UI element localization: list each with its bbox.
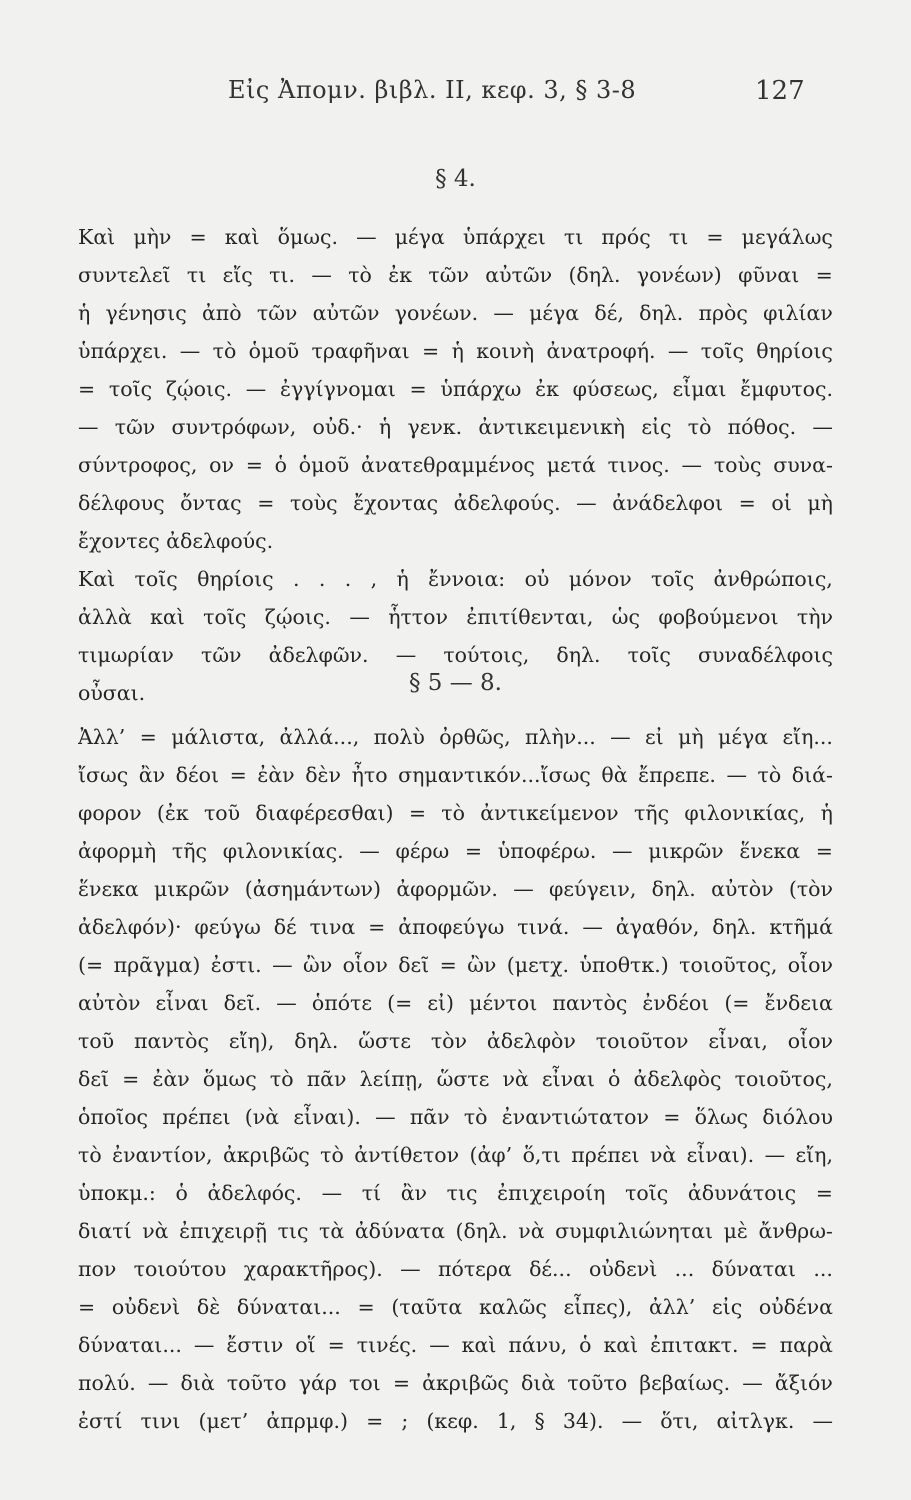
text-line: φορον (ἐκ τοῦ διαφέρεσθαι) = τὸ ἀντικείμενον τῆς φιλονικίας, ἡ [78, 801, 833, 825]
text-line: τοῦ παντὸς εἴη), δηλ. ὥστε τὸν ἀδελφὸν τοιοῦτον εἶναι, οἷον [78, 1029, 833, 1053]
text-line: Καὶ τοῖς θηρίοις . . . , ἡ ἔννοια: οὐ μόνον τοῖς ἀνθρώποις, [78, 567, 833, 591]
text-line: ὁποῖος πρέπει (νὰ εἶναι). — πᾶν τὸ ἐναντιώτατον = ὅλως διόλου [78, 1105, 833, 1129]
text-line: — τῶν συντρόφων, οὐδ.· ἡ γενκ. ἀντικειμενικὴ εἰς τὸ πόθος. — [78, 415, 833, 439]
section-heading-4: § 4. [435, 166, 476, 192]
section-5-8-body [78, 718, 833, 1440]
text-line: ἐστί τινι (μετ’ ἀπρμφ.) = ; (κεφ. 1, § 34). — ὅτι, αἰτλγκ. — [78, 1409, 833, 1433]
text-line: συντελεῖ τι εἴς τι. — τὸ ἐκ τῶν αὐτῶν (δηλ. γονέων) φῦναι = [78, 263, 833, 287]
text-line: Καὶ μὴν = καὶ ὅμως. — μέγα ὑπάρχει τι πρός τι = μεγάλως [78, 225, 833, 249]
running-head [0, 76, 911, 116]
text-line: δεῖ = ἐὰν ὅμως τὸ πᾶν λείπῃ, ὥστε νὰ εἶναι ὁ ἀδελφὸς τοιοῦτος, [78, 1067, 833, 1091]
text-line: τιμωρίαν τῶν ἀδελφῶν. — τούτοις, δηλ. τοῖς συναδέλφοις [78, 643, 833, 667]
text-line: σύντροφος, ον = ὁ ὁμοῦ ἀνατεθραμμένος μετά τινος. — τοὺς συνα- [78, 453, 833, 477]
text-line: ἀλλὰ καὶ τοῖς ζῴοις. — ἧττον ἐπιτίθενται, ὡς φοβούμενοι τὴν [78, 605, 833, 629]
text-line: διατί νὰ ἐπιχειρῇ τις τὰ ἀδύνατα (δηλ. νὰ συμφιλιώνηται μὲ ἄνθρω- [78, 1219, 833, 1243]
text-line: = οὐδενὶ δὲ δύναται... = (ταῦτα καλῶς εἶπες), ἀλλ’ εἰς οὐδένα [78, 1295, 833, 1319]
text-line: αὐτὸν εἶναι δεῖ. — ὁπότε (= εἰ) μέντοι παντὸς ἐνδέοι (= ἔνδεια [78, 991, 833, 1015]
running-head-title: Εἰς Ἀπομν. βιβλ. ΙΙ, κεφ. 3, § 3-8 [228, 76, 637, 104]
section-4-body [78, 218, 833, 712]
section-heading-5-8: § 5 — 8. [408, 670, 502, 696]
text-line: πον τοιούτου χαρακτῆρος). — πότερα δέ... οὐδενὶ ... δύναται ... [78, 1257, 833, 1281]
page-number: 127 [755, 76, 805, 106]
text-line: ὑπάρχει. — τὸ ὁμοῦ τραφῆναι = ἡ κοινὴ ἀνατροφή. — τοῖς θηρίοις [78, 339, 833, 363]
text-line: ἀφορμὴ τῆς φιλονικίας. — φέρω = ὑποφέρω. — μικρῶν ἕνεκα = [78, 839, 833, 863]
text-line: (= πρᾶγμα) ἐστι. — ὢν οἷον δεῖ = ὢν (μετχ. ὑποθτκ.) τοιοῦτος, οἷον [78, 953, 833, 977]
text-line: ἔχοντες ἀδελφούς. [78, 529, 274, 553]
text-line: δέλφους ὄντας = τοὺς ἔχοντας ἀδελφούς. — ἀνάδελφοι = οἱ μὴ [78, 491, 833, 515]
text-line: ἀδελφόν)· φεύγω δέ τινα = ἀποφεύγω τινά. — ἀγαθόν, δηλ. κτῆμά [78, 915, 833, 939]
text-line: ἴσως ἂν δέοι = ἐὰν δὲν ἦτο σημαντικόν...ἴσως θὰ ἔπρεπε. — τὸ διά- [78, 763, 833, 787]
text-line: δύναται... — ἔστιν οἵ = τινές. — καὶ πάνυ, ὁ καὶ ἐπιτακτ. = παρὰ [78, 1333, 833, 1357]
text-line: Ἀλλ’ = μάλιστα, ἀλλά..., πολὺ ὀρθῶς, πλὴν... — εἰ μὴ μέγα εἴη... [78, 725, 833, 749]
text-line: ἡ γένησις ἀπὸ τῶν αὐτῶν γονέων. — μέγα δέ, δηλ. πρὸς φιλίαν [78, 301, 833, 325]
text-line: τὸ ἐναντίον, ἀκριβῶς τὸ ἀντίθετον (ἀφ’ ὅ,τι πρέπει νὰ εἶναι). — εἴη, [78, 1143, 833, 1167]
text-line: πολύ. — διὰ τοῦτο γάρ τοι = ἀκριβῶς διὰ τοῦτο βεβαίως. — ἄξιόν [78, 1371, 833, 1395]
text-line: ἕνεκα μικρῶν (ἀσημάντων) ἀφορμῶν. — φεύγειν, δηλ. αὐτὸν (τὸν [78, 877, 833, 901]
text-line: οὖσαι. [78, 681, 146, 705]
text-line: = τοῖς ζῴοις. — ἐγγίγνομαι = ὑπάρχω ἐκ φύσεως, εἶμαι ἔμφυτος. [78, 377, 833, 401]
text-line: ὑποκμ.: ὁ ἀδελφός. — τί ἂν τις ἐπιχειροίη τοῖς ἀδυνάτοις = [78, 1181, 833, 1205]
